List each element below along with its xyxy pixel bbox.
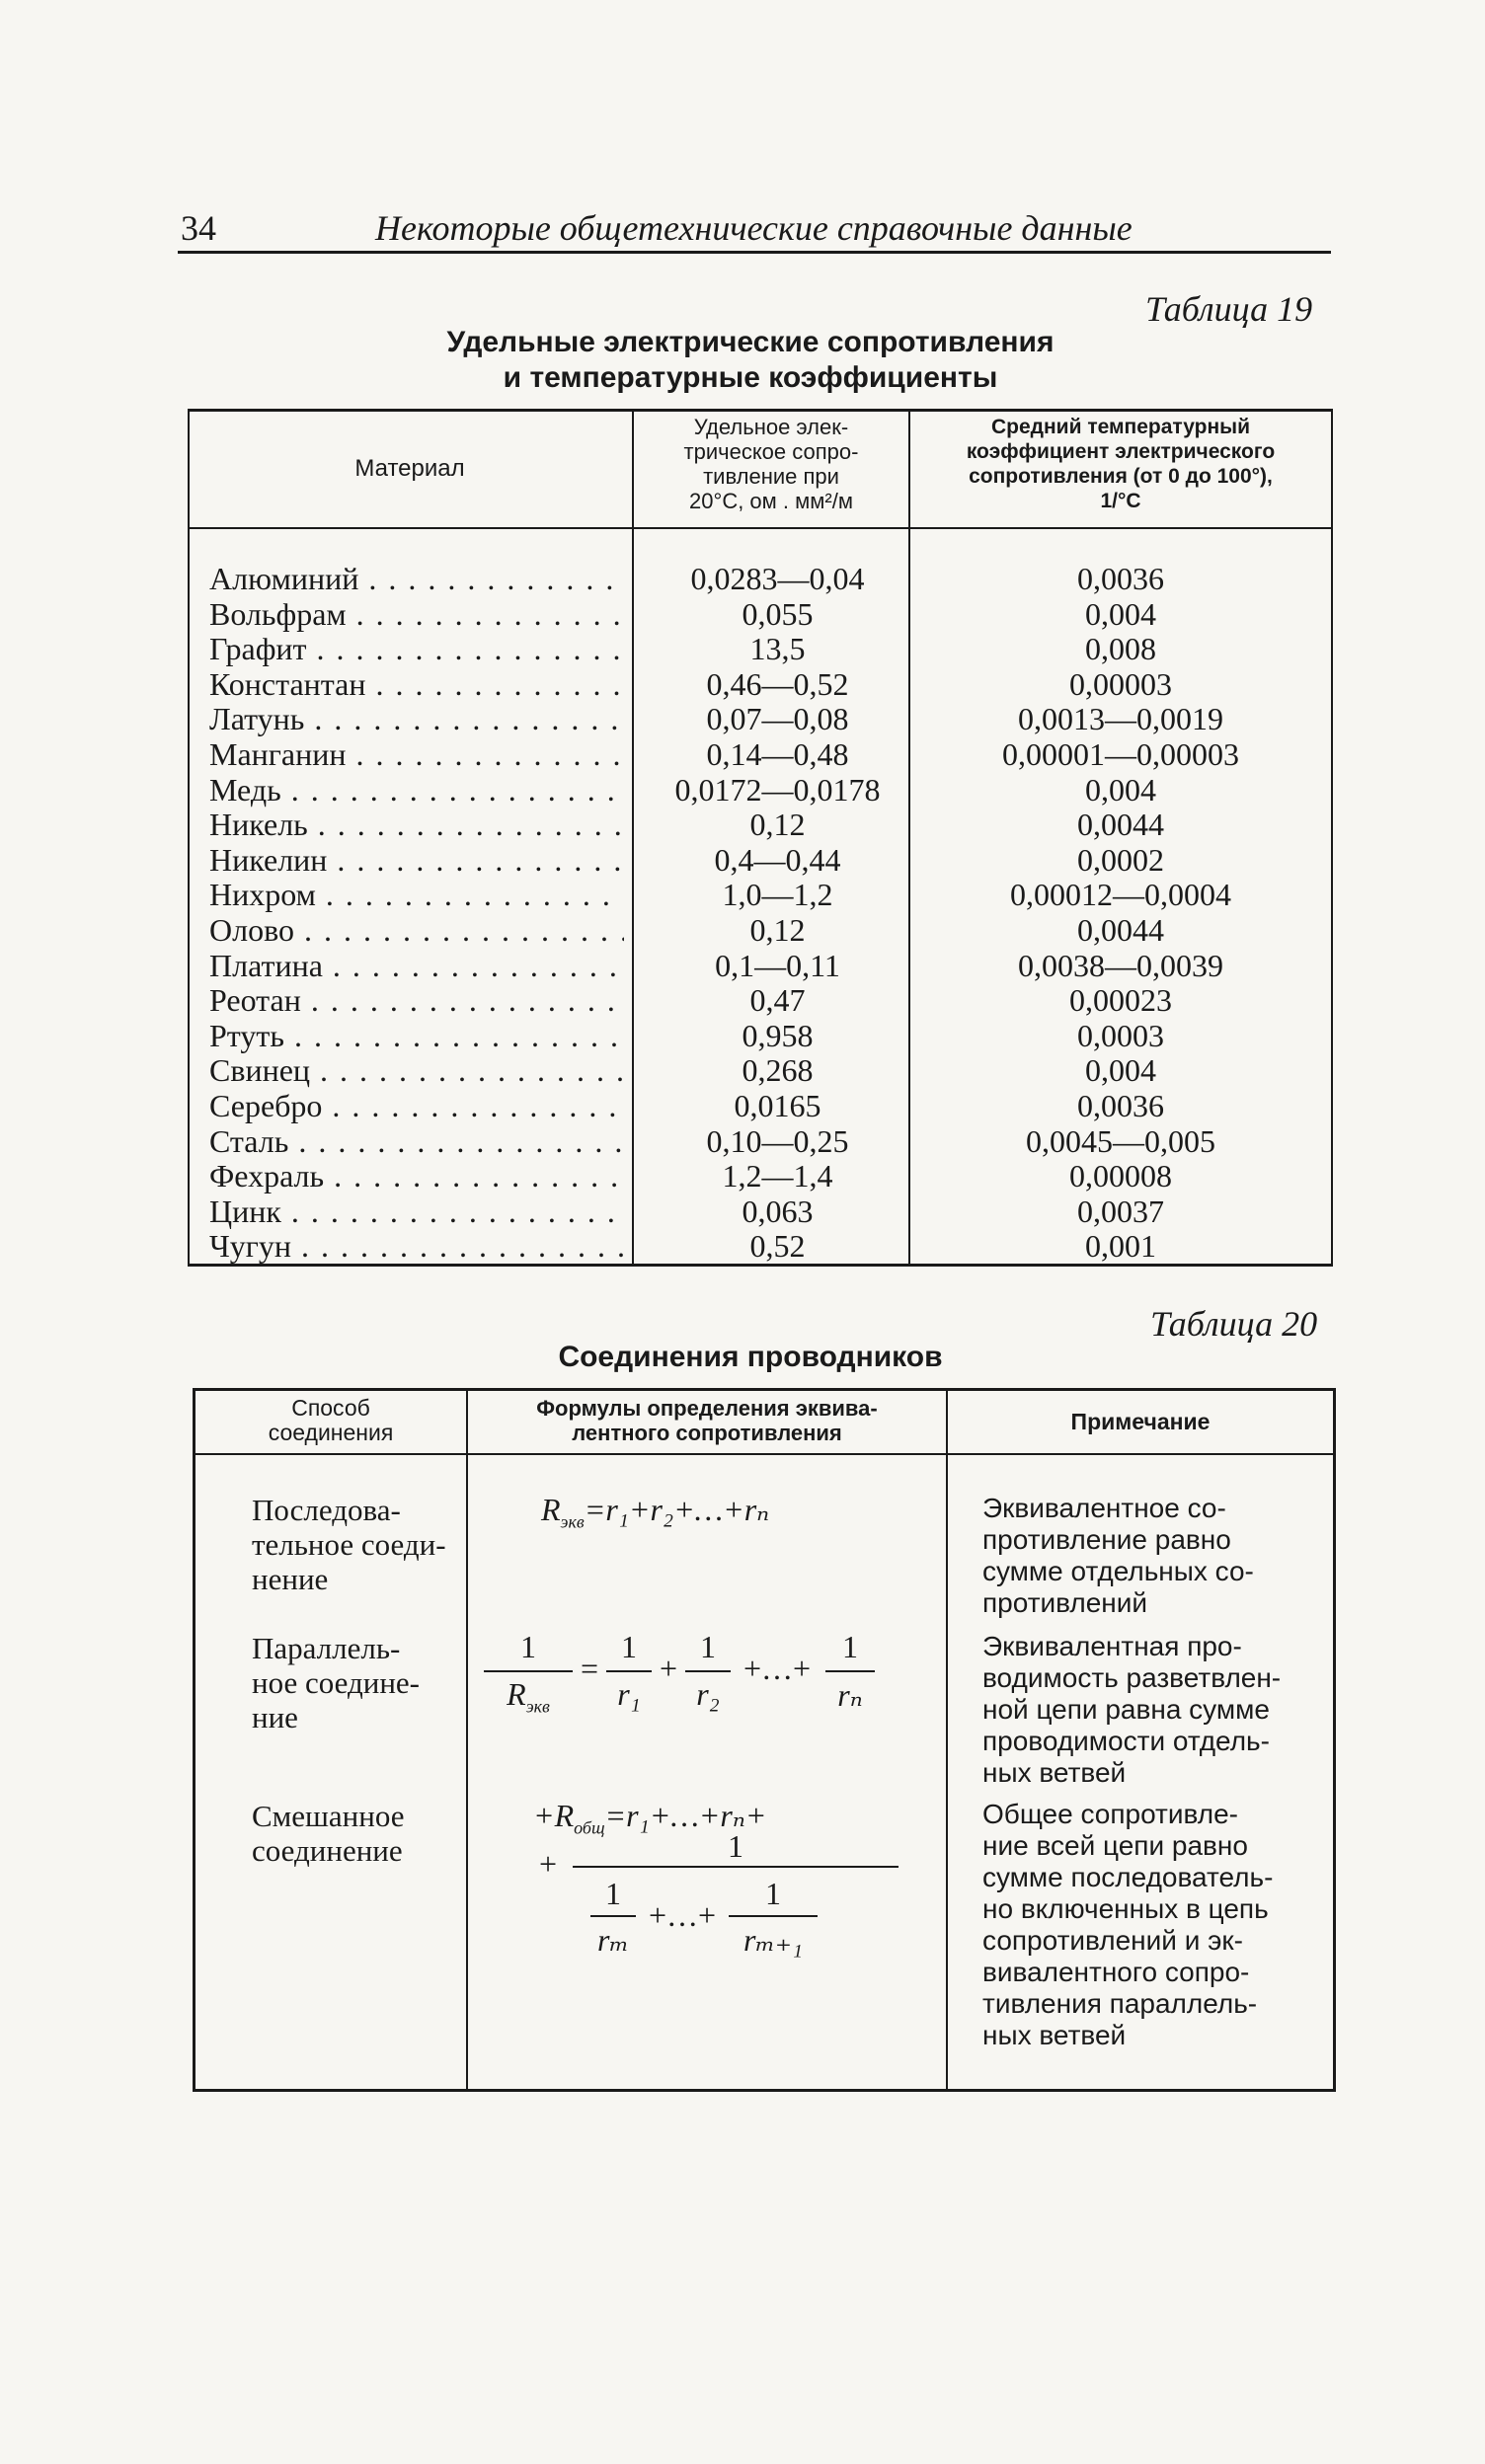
material-cell: Сталь . . . [209,1123,624,1159]
col-method-line1: Способ [291,1395,370,1421]
resistance-cell: 0,07—0,08 [706,701,849,737]
material-cell: Медь . . . [209,772,624,808]
coefficient-cell: 0,004 [1085,1052,1156,1089]
series-note [982,1493,1323,1619]
coefficient-cell: 0,0038—0,0039 [1018,947,1223,983]
col-resistance-line2: трическое сопро- [683,439,859,464]
material-cell: Олово . . . [209,912,624,948]
series-formula-lhs-sub: экв [560,1511,585,1532]
col-resistance-line1: Удельное элек- [693,415,849,439]
parallel-num-2: 1 [621,1629,637,1664]
parallel-note [982,1631,1323,1789]
material-cell: Вольфрам . . . [209,596,624,632]
material-cell: Ртуть . . . [209,1018,624,1053]
parallel-den-r2: r₂ [696,1676,720,1712]
series-formula-rhs: =r₁+r₂+…+rₙ [584,1492,770,1527]
parallel-note-line4: проводимости отдель- [982,1726,1270,1756]
resistance-cell: 0,958 [742,1017,814,1053]
resistance-cell: 0,0172—0,0178 [674,771,881,808]
parallel-num-1: 1 [520,1629,536,1664]
coefficient-cell: 0,0037 [1077,1193,1164,1229]
series-note-line3: сумме отдельных со- [982,1556,1254,1586]
col-resistance-line4: 20°С, ом . мм²/м [689,489,853,513]
parallel-den-rn: rₙ [837,1677,863,1713]
coefficient-cell: 0,0045—0,005 [1026,1122,1215,1159]
series-note-line2: противление равно [982,1524,1231,1555]
parallel-fraction-bar-2 [606,1670,652,1672]
coefficient-cell: 0,004 [1085,595,1156,632]
parallel-req-symbol: R [507,1676,526,1712]
mixed-note-line8: ных ветвей [982,2020,1127,2050]
coefficient-cell: 0,0044 [1077,912,1164,948]
mixed-outer-num: 1 [728,1828,743,1864]
table19-label: Таблица 19 [1145,289,1313,329]
parallel-dots: +…+ [742,1651,812,1686]
parallel-num-4: 1 [842,1629,858,1664]
col-material-header: Материал [354,455,465,482]
mixed-method-line1: Смешанное [252,1799,405,1833]
mixed-note-line5: сопротивлений и эк- [982,1925,1243,1956]
series-method-line1: Последова- [252,1493,401,1527]
resistance-cell: 0,14—0,48 [706,736,849,772]
coefficient-cell: 0,0044 [1077,807,1164,843]
mixed-inner-num-1: 1 [605,1876,621,1911]
series-note-line4: противлений [982,1587,1148,1618]
resistance-cell: 0,10—0,25 [706,1122,849,1159]
mixed-inner-fraction-bar-2 [729,1915,818,1917]
col-method-line2: соединения [268,1420,394,1445]
series-method [252,1493,464,1596]
mixed-inner-den-rm1: rₘ₊₁ [742,1922,804,1958]
coefficient-cell: 0,00008 [1069,1158,1172,1194]
parallel-method-line3: ние [252,1700,298,1734]
table19-title-line2: и температурные коэффициенты [503,361,998,394]
resistance-cell: 0,12 [749,912,806,948]
parallel-fraction-bar-4 [825,1670,875,1672]
parallel-num-3: 1 [700,1629,716,1664]
series-formula [541,1493,769,1538]
coefficient-cell: 0,008 [1085,631,1156,667]
resistance-cell: 0,46—0,52 [706,665,849,702]
material-cell: Манганин . . . [209,736,624,772]
coefficient-cell: 0,0013—0,0019 [1018,701,1223,737]
table20-title: Соединения проводников [558,1341,943,1373]
resistance-cell: 1,2—1,4 [722,1158,833,1194]
table20-left-border [193,1388,195,2091]
table19-title-line1: Удельные электрические сопротивления [446,326,1055,358]
material-cell: Фехраль . . . [209,1158,624,1194]
coefficient-cell: 0,00003 [1069,665,1172,702]
resistance-cell: 0,47 [749,982,806,1019]
material-cell: Никелин . . . [209,842,624,878]
parallel-formula [484,1629,938,1737]
col-coefficient-line1: Средний температурный [991,416,1250,438]
parallel-method [252,1631,464,1734]
table20-label: Таблица 20 [1150,1304,1318,1344]
series-note-line1: Эквивалентное со- [982,1493,1226,1523]
material-cell: Чугун . . . [209,1228,624,1264]
mixed-outer-fraction-bar [573,1866,899,1868]
material-cell: Графит . . . [209,631,624,666]
col-coefficient-line4: 1/°С [1100,490,1141,512]
resistance-cell: 1,0—1,2 [722,877,833,913]
resistance-cell: 0,268 [742,1052,814,1089]
coefficient-cell: 0,00012—0,0004 [1010,877,1231,913]
series-method-line3: нение [252,1562,329,1596]
resistance-cell: 13,5 [749,631,806,667]
resistance-cell: 0,0165 [734,1088,821,1123]
material-cell: Латунь . . . [209,701,624,736]
parallel-den-r1: r₁ [617,1676,641,1712]
running-title: Некоторые общетехнические справочные данные [375,208,1133,248]
material-cell: Нихром . . . [209,877,624,912]
table20-top-rule [193,1388,1336,1391]
mixed-method-line2: соединение [252,1833,403,1868]
resistance-cell: 0,063 [742,1193,814,1229]
mixed-note-line4: но включенных в цепь [982,1893,1269,1924]
series-method-line2: тельное соеди- [252,1527,446,1562]
resistance-cell: 0,055 [742,595,814,632]
mixed-method [252,1799,464,1868]
mixed-note [982,1799,1323,2051]
mixed-line1-post: =r₁+…+rₙ+ [604,1798,767,1833]
parallel-method-line2: ное соедине- [252,1665,421,1700]
mixed-formula [533,1799,938,1996]
mixed-inner-den-rm: rₘ [596,1922,630,1958]
mixed-inner-num-2: 1 [765,1876,781,1911]
parallel-fraction-bar-3 [685,1670,731,1672]
parallel-den-req [484,1676,573,1717]
mixed-note-line6: вивалентного сопро- [982,1957,1250,1987]
mixed-line1-pre: +R [533,1798,575,1833]
table20-bottom-rule [193,2089,1336,2092]
material-cell: Алюминий . . . [209,561,624,596]
mixed-note-line2: ние всей цепи равно [982,1830,1248,1861]
coefficient-cell: 0,00023 [1069,982,1172,1019]
resistance-cell: 0,4—0,44 [714,841,841,878]
col-formula-line2: лентного сопротивления [572,1421,842,1445]
mixed-inner-fraction-bar-1 [590,1915,636,1917]
coefficient-cell: 0,001 [1085,1228,1156,1265]
mixed-inner-dots: +…+ [648,1897,717,1933]
coefficient-cell: 0,0003 [1077,1017,1164,1053]
col-coefficient-line2: коэффициент электрического [966,440,1276,463]
coefficient-cell: 0,00001—0,00003 [1002,736,1239,772]
coefficient-cell: 0,0002 [1077,841,1164,878]
table20-col-divider-2 [946,1388,948,2091]
col-method-header [197,1396,464,1445]
material-cell: Цинк . . . [209,1194,624,1229]
parallel-equals: = [580,1651,599,1686]
col-formula-header [470,1396,944,1445]
resistance-cell: 0,12 [749,807,806,843]
coefficient-cell: 0,0036 [1077,1088,1164,1123]
material-cell: Серебро . . . [209,1088,624,1123]
mixed-note-line1: Общее сопротивле- [982,1799,1238,1829]
resistance-cell: 0,0283—0,04 [690,561,865,596]
resistance-cell: 0,52 [749,1228,806,1265]
mixed-note-line3: сумме последователь- [982,1862,1274,1892]
table20-header-rule [193,1453,1336,1455]
mixed-leading-plus: + [538,1846,558,1882]
parallel-note-line5: ных ветвей [982,1757,1127,1788]
parallel-note-line2: водимость разветвлен- [982,1662,1282,1693]
col-formula-line1: Формулы определения эквива- [536,1396,878,1421]
col-note-header: Примечание [1070,1409,1211,1434]
coefficient-cell: 0,0036 [1077,561,1164,596]
table20-right-border [1333,1388,1336,2091]
material-cell: Никель . . . [209,807,624,842]
col-resistance-line3: тивление при [703,464,839,489]
col-coefficient-line3: сопротивления (от 0 до 100°), [969,465,1273,488]
parallel-fraction-bar-1 [484,1670,573,1672]
parallel-note-line1: Эквивалентная про- [982,1631,1242,1661]
mixed-note-line7: тивления параллель- [982,1988,1258,2019]
mixed-line1-sub: общ [574,1817,605,1838]
parallel-plus: + [659,1651,678,1686]
material-cell: Платина . . . [209,948,624,983]
series-formula-lhs: R [541,1492,561,1527]
coefficient-cell: 0,004 [1085,771,1156,808]
table20-col-divider-1 [466,1388,468,2091]
page-number: 34 [181,208,216,248]
parallel-method-line1: Параллель- [252,1631,401,1665]
resistance-cell: 0,1—0,11 [715,947,840,983]
parallel-req-sub: экв [525,1696,550,1717]
material-cell: Реотан . . . [209,982,624,1018]
material-cell: Константан . . . [209,666,624,702]
parallel-note-line3: ной цепи равна сумме [982,1694,1270,1725]
material-cell: Свинец . . . [209,1052,624,1088]
